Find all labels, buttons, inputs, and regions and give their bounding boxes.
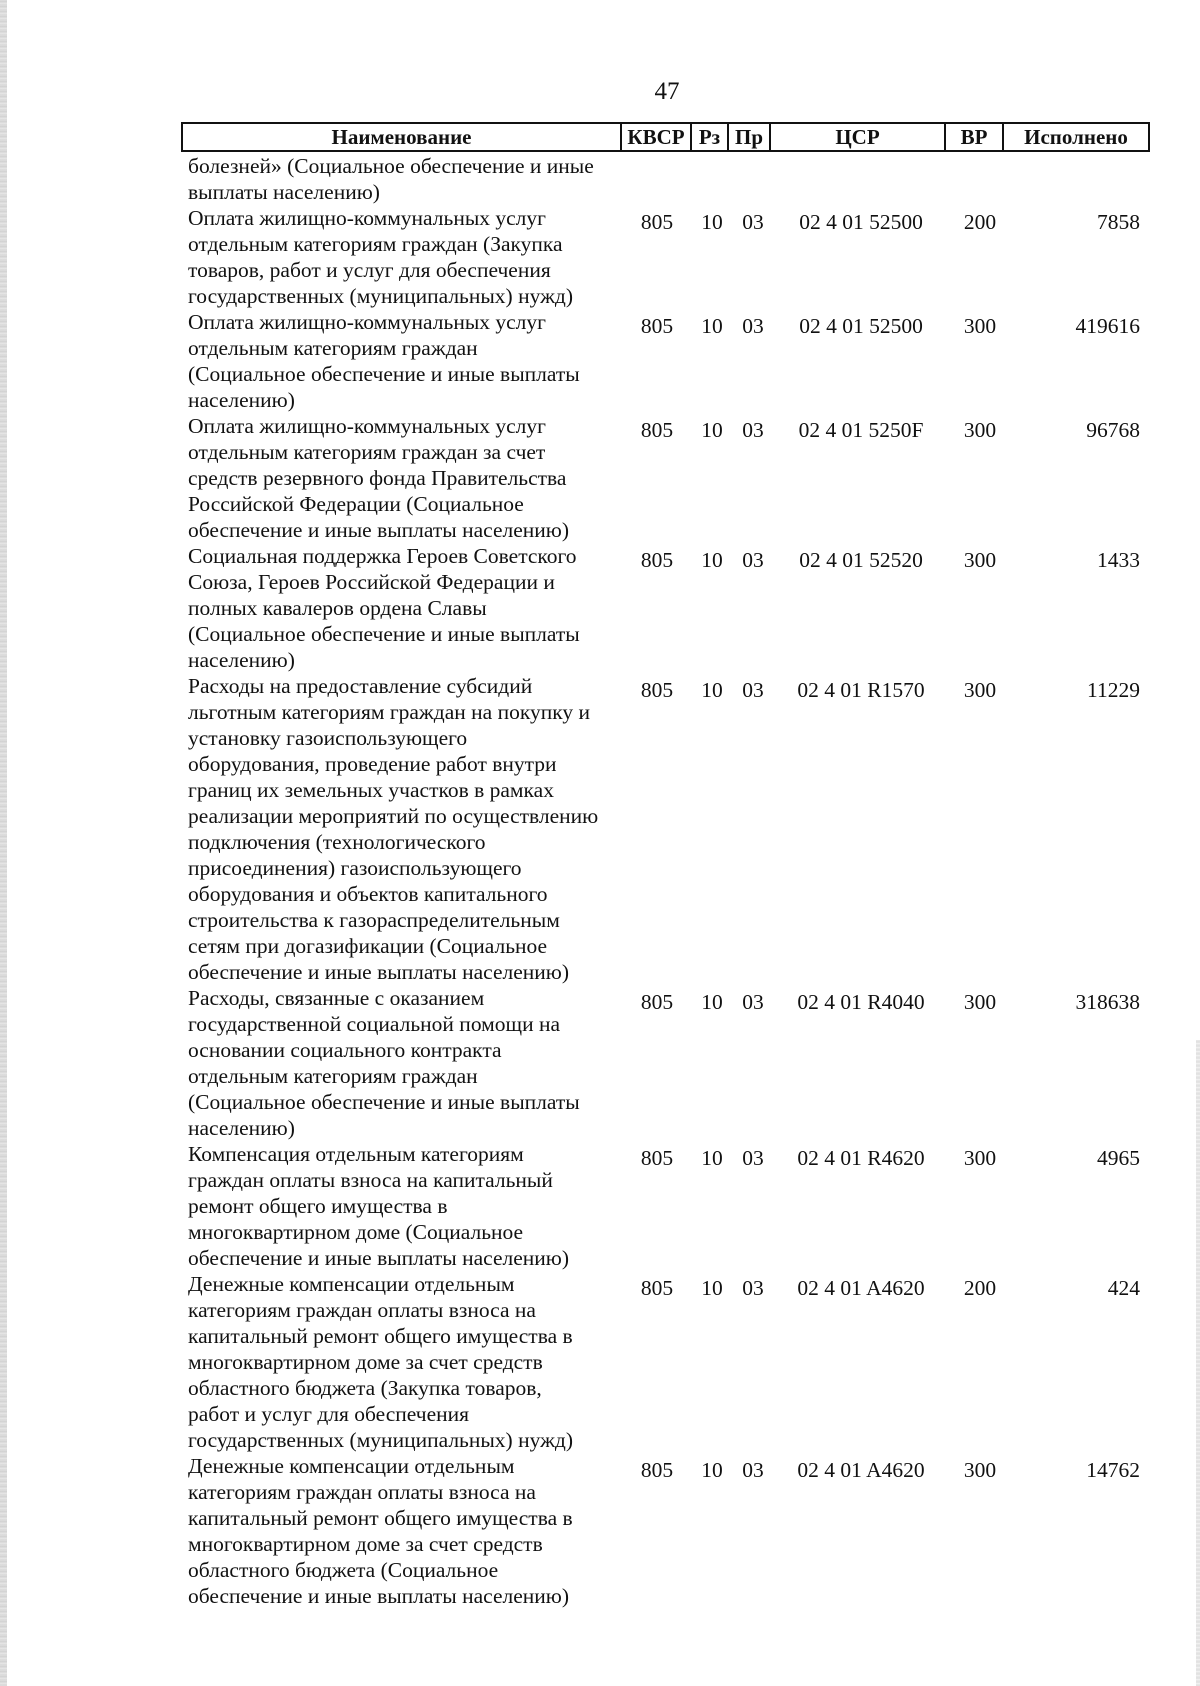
row-name-line: Оплата жилищно-коммунальных услуг bbox=[188, 310, 546, 334]
row-vr: 300 bbox=[963, 314, 997, 338]
row-name-line: сетям при догазификации (Социальное bbox=[188, 934, 548, 958]
row-rz: 10 bbox=[701, 1146, 723, 1170]
row-name bbox=[188, 673, 624, 985]
header-done: Исполнено bbox=[1024, 124, 1128, 149]
row-name-line: присоединения) газоиспользующего bbox=[188, 856, 522, 880]
row-name-line: областного бюджета (Закупка товаров, bbox=[188, 1376, 542, 1400]
table-row bbox=[188, 1141, 1150, 1271]
row-kvsr: 805 bbox=[640, 1458, 674, 1482]
row-pr: 03 bbox=[742, 210, 764, 234]
table-row bbox=[188, 985, 1150, 1141]
row-name-line: средств резервного фонда Правительства bbox=[188, 466, 567, 490]
scan-edge-left bbox=[0, 0, 7, 1686]
row-name-line: основании социального контракта bbox=[188, 1038, 502, 1062]
row-rz: 10 bbox=[701, 210, 723, 234]
row-name bbox=[188, 309, 624, 413]
row-rz: 10 bbox=[701, 314, 723, 338]
row-name-line: работ и услуг для обеспечения bbox=[188, 1402, 470, 1426]
table-row bbox=[188, 543, 1150, 673]
row-name-line: Союза, Героев Российской Федерации и bbox=[188, 570, 555, 594]
row-kvsr: 805 bbox=[640, 1146, 674, 1170]
table-row bbox=[188, 309, 1150, 413]
row-name bbox=[188, 985, 624, 1141]
row-done: 4965 bbox=[1097, 1146, 1140, 1170]
row-name-line: многоквартирном доме (Социальное bbox=[188, 1220, 524, 1244]
row-name-line: Расходы, связанные с оказанием bbox=[188, 986, 485, 1010]
row-name-line: областного бюджета (Социальное bbox=[188, 1558, 499, 1582]
row-name bbox=[188, 153, 624, 205]
row-pr: 03 bbox=[742, 1276, 764, 1300]
row-name-line: граждан оплаты взноса на капитальный bbox=[188, 1168, 553, 1192]
row-vr: 300 bbox=[963, 990, 997, 1014]
header-vr: ВР bbox=[946, 124, 1004, 150]
row-name-line: полных кавалеров ордена Славы bbox=[188, 596, 487, 620]
row-name-line: населению) bbox=[188, 388, 295, 412]
row-csr: 02 4 01 A4620 bbox=[797, 1276, 925, 1300]
row-kvsr: 805 bbox=[640, 1276, 674, 1300]
row-csr: 02 4 01 5250F bbox=[798, 418, 924, 442]
row-name-line: отдельным категориям граждан bbox=[188, 336, 478, 360]
row-done: 1433 bbox=[1097, 548, 1140, 572]
row-kvsr: 805 bbox=[640, 418, 674, 442]
row-name-line: Оплата жилищно-коммунальных услуг bbox=[188, 206, 546, 230]
row-name-line: Денежные компенсации отдельным bbox=[188, 1272, 515, 1296]
row-name-line: отдельным категориям граждан bbox=[188, 1064, 478, 1088]
row-name-line: выплаты населению) bbox=[188, 180, 380, 204]
row-name-line: обеспечение и иные выплаты населению) bbox=[188, 518, 570, 542]
row-done: 11229 bbox=[1087, 678, 1140, 702]
row-name-line: товаров, работ и услуг для обеспечения bbox=[188, 258, 551, 282]
row-name bbox=[188, 1453, 624, 1609]
row-name bbox=[188, 413, 624, 543]
row-rz: 10 bbox=[701, 418, 723, 442]
table-body bbox=[188, 153, 1150, 1609]
table-row bbox=[188, 673, 1150, 985]
row-name-line: оборудования и объектов капитального bbox=[188, 882, 548, 906]
row-name-line: Российской Федерации (Социальное bbox=[188, 492, 524, 516]
row-name-line: границ их земельных участков в рамках bbox=[188, 778, 554, 802]
row-name-line: оборудования, проведение работ внутри bbox=[188, 752, 557, 776]
table-header bbox=[181, 122, 1150, 152]
row-vr: 300 bbox=[963, 678, 997, 702]
row-name-line: строительства к газораспределительным bbox=[188, 908, 560, 932]
row-rz: 10 bbox=[701, 548, 723, 572]
row-name-line: Социальная поддержка Героев Советского bbox=[188, 544, 577, 568]
row-name-line: (Социальное обеспечение и иные выплаты bbox=[188, 1090, 580, 1114]
row-name-line: государственных (муниципальных) нужд) bbox=[188, 284, 574, 308]
row-pr: 03 bbox=[742, 1458, 764, 1482]
row-pr: 03 bbox=[742, 314, 764, 338]
row-csr: 02 4 01 A4620 bbox=[797, 1458, 925, 1482]
row-rz: 10 bbox=[701, 678, 723, 702]
row-name-line: обеспечение и иные выплаты населению) bbox=[188, 960, 570, 984]
row-name-line: Денежные компенсации отдельным bbox=[188, 1454, 515, 1478]
header-csr: ЦСР bbox=[771, 124, 946, 150]
row-vr: 300 bbox=[963, 548, 997, 572]
row-rz: 10 bbox=[701, 990, 723, 1014]
row-name-line: болезней» (Социальное обеспечение и иные bbox=[188, 154, 594, 178]
header-name: Наименование bbox=[183, 124, 622, 150]
row-done: 318638 bbox=[1075, 990, 1140, 1014]
row-name-line: категориям граждан оплаты взноса на bbox=[188, 1298, 536, 1322]
row-pr: 03 bbox=[742, 1146, 764, 1170]
row-name-line: отдельным категориям граждан за счет bbox=[188, 440, 546, 464]
row-rz: 10 bbox=[701, 1458, 723, 1482]
table-row bbox=[188, 1453, 1150, 1609]
row-csr: 02 4 01 R1570 bbox=[797, 678, 925, 702]
table-row bbox=[188, 205, 1150, 309]
row-csr: 02 4 01 R4040 bbox=[797, 990, 925, 1014]
table-row bbox=[188, 153, 1150, 205]
row-name-line: обеспечение и иные выплаты населению) bbox=[188, 1246, 570, 1270]
row-vr: 200 bbox=[963, 1276, 997, 1300]
header-rz: Рз bbox=[692, 124, 729, 150]
row-vr: 300 bbox=[963, 418, 997, 442]
row-rz: 10 bbox=[701, 1276, 723, 1300]
row-csr: 02 4 01 52500 bbox=[799, 210, 923, 234]
row-csr: 02 4 01 R4620 bbox=[797, 1146, 925, 1170]
row-name-line: населению) bbox=[188, 1116, 295, 1140]
row-done: 424 bbox=[1107, 1276, 1140, 1300]
row-name-line: категориям граждан оплаты взноса на bbox=[188, 1480, 536, 1504]
row-name bbox=[188, 543, 624, 673]
header-pr: Пр bbox=[729, 124, 771, 150]
row-name-line: ремонт общего имущества в bbox=[188, 1194, 448, 1218]
row-name-line: капитальный ремонт общего имущества в bbox=[188, 1506, 573, 1530]
row-kvsr: 805 bbox=[640, 990, 674, 1014]
row-name-line: установку газоиспользующего bbox=[188, 726, 468, 750]
row-kvsr: 805 bbox=[640, 314, 674, 338]
row-name-line: капитальный ремонт общего имущества в bbox=[188, 1324, 573, 1348]
row-done: 419616 bbox=[1075, 314, 1140, 338]
row-vr: 300 bbox=[963, 1146, 997, 1170]
row-name-line: многоквартирном доме за счет средств bbox=[188, 1532, 543, 1556]
row-kvsr: 805 bbox=[640, 678, 674, 702]
row-done: 14762 bbox=[1086, 1458, 1140, 1482]
row-name-line: населению) bbox=[188, 648, 295, 672]
table-row bbox=[188, 1271, 1150, 1453]
row-name-line: (Социальное обеспечение и иные выплаты bbox=[188, 622, 580, 646]
row-name bbox=[188, 1271, 624, 1453]
row-csr: 02 4 01 52520 bbox=[799, 548, 923, 572]
row-name-line: отдельным категориям граждан (Закупка bbox=[188, 232, 563, 256]
row-name-line: льготным категориям граждан на покупку и bbox=[188, 700, 590, 724]
row-kvsr: 805 bbox=[640, 210, 674, 234]
row-name-line: многоквартирном доме за счет средств bbox=[188, 1350, 543, 1374]
row-vr: 300 bbox=[963, 1458, 997, 1482]
row-pr: 03 bbox=[742, 678, 764, 702]
row-name-line: Оплата жилищно-коммунальных услуг bbox=[188, 414, 546, 438]
row-name-line: государственных (муниципальных) нужд) bbox=[188, 1428, 574, 1452]
row-name bbox=[188, 1141, 624, 1271]
page-number: 47 bbox=[654, 78, 680, 105]
row-pr: 03 bbox=[742, 990, 764, 1014]
row-done: 96768 bbox=[1086, 418, 1140, 442]
row-pr: 03 bbox=[742, 418, 764, 442]
row-done: 7858 bbox=[1097, 210, 1140, 234]
row-kvsr: 805 bbox=[640, 548, 674, 572]
row-csr: 02 4 01 52500 bbox=[799, 314, 923, 338]
scan-edge-right bbox=[1196, 1040, 1200, 1686]
row-pr: 03 bbox=[742, 548, 764, 572]
row-name-line: (Социальное обеспечение и иные выплаты bbox=[188, 362, 580, 386]
row-name-line: обеспечение и иные выплаты населению) bbox=[188, 1584, 570, 1608]
row-name-line: подключения (технологического bbox=[188, 830, 486, 854]
header-kvsr: КВСР bbox=[622, 124, 692, 150]
row-name-line: государственной социальной помощи на bbox=[188, 1012, 560, 1036]
row-vr: 200 bbox=[963, 210, 997, 234]
table-row bbox=[188, 413, 1150, 543]
row-name-line: Компенсация отдельным категориям bbox=[188, 1142, 524, 1166]
row-name-line: реализации мероприятий по осуществлению bbox=[188, 804, 599, 828]
row-name-line: Расходы на предоставление субсидий bbox=[188, 674, 533, 698]
row-name bbox=[188, 205, 624, 309]
